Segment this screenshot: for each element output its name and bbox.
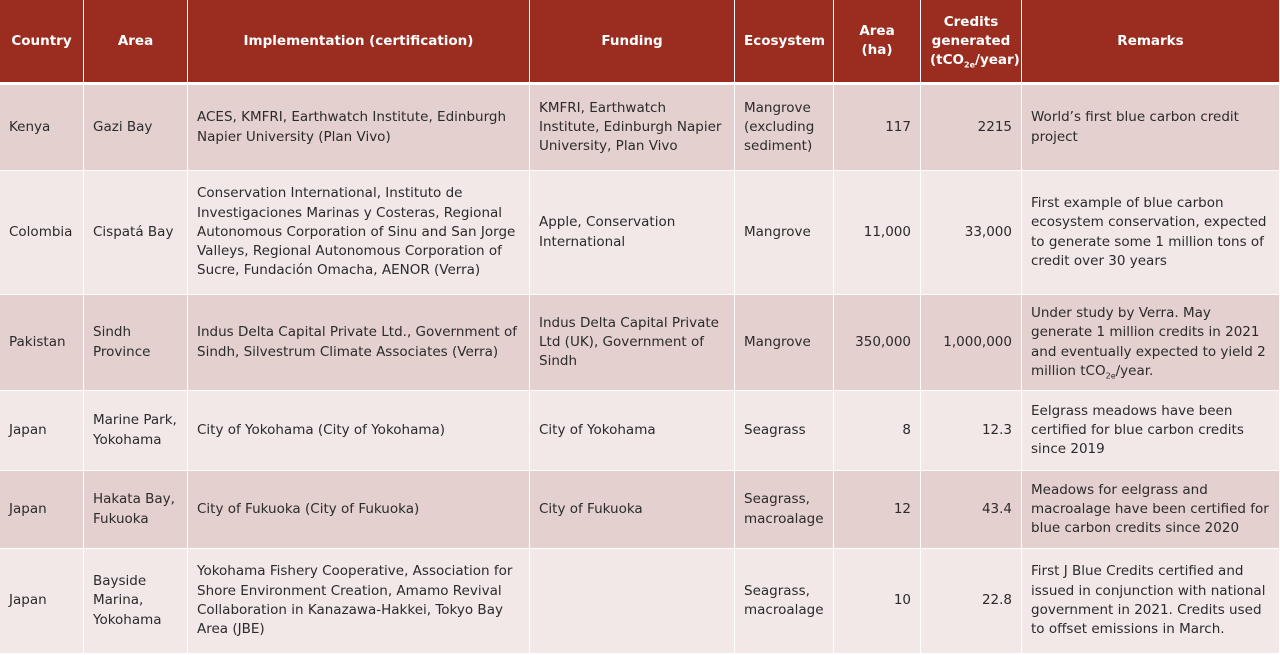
table-row <box>0 471 1280 549</box>
header-ecosystem: Ecosystem <box>735 0 834 85</box>
cell-area: Cispatá Bay <box>84 171 188 295</box>
table-row <box>0 85 1280 171</box>
cell-credits: 43.4 <box>921 471 1022 549</box>
remarks-subscript: 2e <box>1105 371 1116 381</box>
cell-country: Japan <box>0 391 84 471</box>
cell-area: Gazi Bay <box>84 85 188 171</box>
header-row <box>0 0 1280 85</box>
cell-area-ha: 350,000 <box>834 295 921 391</box>
cell-area: Bayside Marina, Yokohama <box>84 549 188 654</box>
cell-area: Hakata Bay, Fukuoka <box>84 471 188 549</box>
cell-implementation: City of Fukuoka (City of Fukuoka) <box>188 471 530 549</box>
cell-credits: 22.8 <box>921 549 1022 654</box>
cell-funding: City of Fukuoka <box>530 471 735 549</box>
cell-remarks: First J Blue Credits certified and issued in conjunction with national government in 2021. Credits used to offset emissions in March. <box>1022 549 1280 654</box>
header-credits <box>921 0 1022 85</box>
header-credits-unit-post: /year) <box>975 51 1020 68</box>
cell-funding: Indus Delta Capital Private Ltd (UK), Government of Sindh <box>530 295 735 391</box>
table-row <box>0 549 1280 654</box>
header-remarks: Remarks <box>1022 0 1280 85</box>
cell-credits: 1,000,000 <box>921 295 1022 391</box>
cell-remarks <box>1022 295 1280 391</box>
cell-ecosystem: Seagrass, macroalage <box>735 471 834 549</box>
cell-ecosystem: Mangrove <box>735 171 834 295</box>
header-credits-label: Credits generated <box>931 13 1011 49</box>
cell-remarks: World’s first blue carbon credit project <box>1022 85 1280 171</box>
cell-implementation: City of Yokohama (City of Yokohama) <box>188 391 530 471</box>
cell-area: Sindh Province <box>84 295 188 391</box>
header-country: Country <box>0 0 84 85</box>
table-row <box>0 295 1280 391</box>
cell-country: Pakistan <box>0 295 84 391</box>
cell-ecosystem: Seagrass, macroalage <box>735 549 834 654</box>
table-row <box>0 171 1280 295</box>
header-area: Area <box>84 0 188 85</box>
header-implementation: Implementation (certification) <box>188 0 530 85</box>
cell-country: Kenya <box>0 85 84 171</box>
cell-implementation: ACES, KMFRI, Earthwatch Institute, Edinburgh Napier University (Plan Vivo) <box>188 85 530 171</box>
cell-implementation: Conservation International, Instituto de Investigaciones Marinas y Costeras, Regional Autonomous Corporation of Sinu and San Jorge Valleys, Regional Autonomous Corporation of Sucre, Fundación Omacha, AENOR (Verra) <box>188 171 530 295</box>
cell-implementation: Indus Delta Capital Private Ltd., Government of Sindh, Silvestrum Climate Associates (Verra) <box>188 295 530 391</box>
header-area-ha: Area (ha) <box>834 0 921 85</box>
remarks-text: Under study by Verra. May generate 1 million credits in 2021 and eventually expected to yield 2 million tCO <box>1031 304 1266 379</box>
cell-credits: 12.3 <box>921 391 1022 471</box>
cell-area: Marine Park, Yokohama <box>84 391 188 471</box>
cell-area-ha: 11,000 <box>834 171 921 295</box>
cell-ecosystem: Mangrove (excluding sediment) <box>735 85 834 171</box>
cell-country: Japan <box>0 549 84 654</box>
cell-funding <box>530 549 735 654</box>
cell-area-ha: 117 <box>834 85 921 171</box>
cell-funding: City of Yokohama <box>530 391 735 471</box>
remarks-text-end: /year. <box>1115 362 1154 379</box>
header-credits-unit-pre: (tCO <box>930 51 965 68</box>
cell-country: Colombia <box>0 171 84 295</box>
cell-area-ha: 12 <box>834 471 921 549</box>
cell-credits: 2215 <box>921 85 1022 171</box>
cell-ecosystem: Mangrove <box>735 295 834 391</box>
table-row <box>0 391 1280 471</box>
cell-remarks: First example of blue carbon ecosystem conservation, expected to generate some 1 million tons of credit over 30 years <box>1022 171 1280 295</box>
cell-implementation: Yokohama Fishery Cooperative, Association for Shore Environment Creation, Amamo Revival Collaboration in Kanazawa-Hakkei, Tokyo Bay Area (JBE) <box>188 549 530 654</box>
cell-funding: Apple, Conservation International <box>530 171 735 295</box>
cell-remarks: Meadows for eelgrass and macroalage have been certified for blue carbon credits since 2020 <box>1022 471 1280 549</box>
header-credits-unit-sub: 2e <box>964 60 976 70</box>
cell-funding: KMFRI, Earthwatch Institute, Edinburgh Napier University, Plan Vivo <box>530 85 735 171</box>
header-funding: Funding <box>530 0 735 85</box>
cell-credits: 33,000 <box>921 171 1022 295</box>
cell-remarks: Eelgrass meadows have been certified for blue carbon credits since 2019 <box>1022 391 1280 471</box>
cell-area-ha: 8 <box>834 391 921 471</box>
cell-country: Japan <box>0 471 84 549</box>
cell-area-ha: 10 <box>834 549 921 654</box>
cell-ecosystem: Seagrass <box>735 391 834 471</box>
